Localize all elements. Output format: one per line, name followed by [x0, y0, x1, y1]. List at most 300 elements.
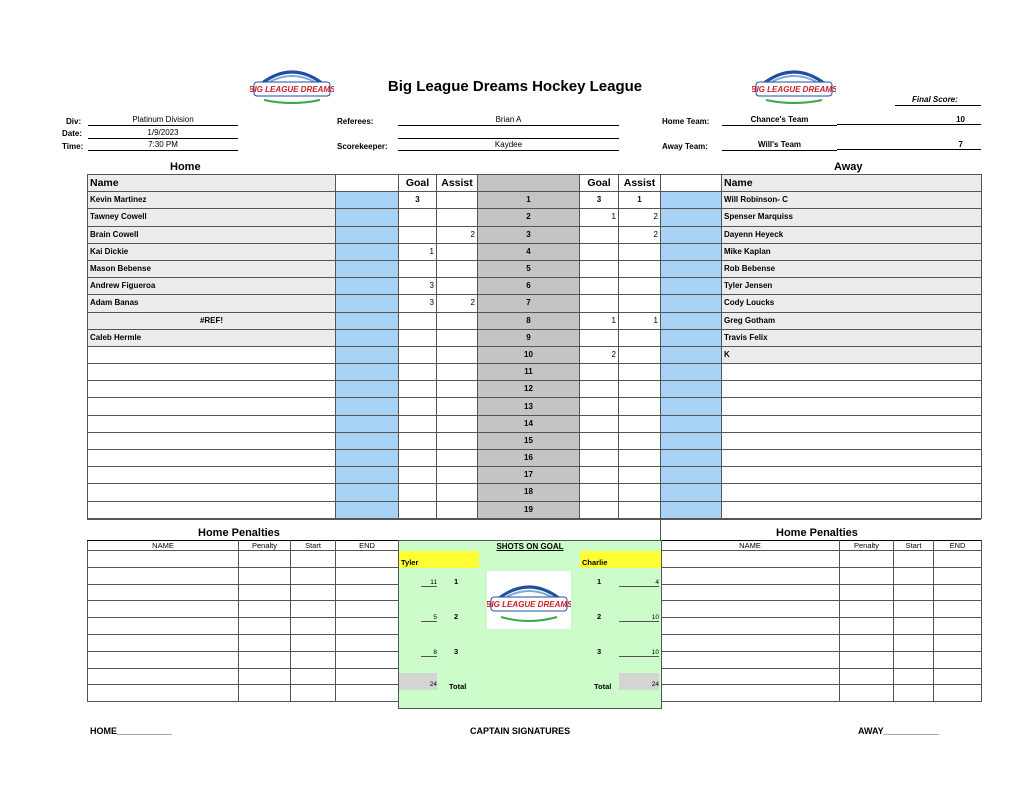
date-label: Date: — [62, 129, 83, 138]
left-penalty-row — [88, 601, 399, 618]
away-shots-p3: 10 — [619, 649, 659, 657]
final-score-label: Final Score: — [912, 95, 958, 104]
home-player-name — [88, 398, 336, 415]
left-penalty-row — [88, 618, 399, 635]
row-number: 5 — [478, 260, 580, 277]
roster-row — [88, 243, 982, 260]
roster-row — [88, 329, 982, 346]
left-penalty-cell — [291, 551, 336, 568]
row-number: 10 — [478, 346, 580, 363]
right-penalty-cell — [934, 651, 982, 668]
home-goal-cell — [399, 312, 437, 329]
right-penalty-row — [661, 685, 982, 702]
home-goal-cell: 3 — [399, 295, 437, 312]
away-goal-cell — [580, 415, 619, 432]
referees-value: Brian A — [398, 115, 619, 126]
right-penalty-cell — [840, 551, 894, 568]
div-label: Div: — [66, 117, 82, 126]
away-goal-cell — [580, 364, 619, 381]
away-player-name — [722, 450, 982, 467]
away-number-cell — [661, 501, 722, 518]
right-penalty-cell — [894, 567, 934, 584]
left-penalty-cell — [336, 551, 399, 568]
home-goal-cell: 3 — [399, 278, 437, 295]
left-penalty-col-header: END — [336, 541, 399, 551]
right-penalty-row — [661, 618, 982, 635]
roster-row — [88, 450, 982, 467]
home-goal-header: Goal — [399, 175, 437, 192]
right-penalty-cell — [661, 551, 840, 568]
left-penalty-cell — [88, 618, 239, 635]
away-number-cell — [661, 260, 722, 277]
away-player-name — [722, 364, 982, 381]
home-number-cell — [336, 484, 399, 501]
home-assist-header: Assist — [437, 175, 478, 192]
away-assist-cell — [619, 432, 661, 449]
left-penalty-cell — [88, 651, 239, 668]
away-goal-cell — [580, 278, 619, 295]
away-assist-cell — [619, 398, 661, 415]
left-penalty-cell — [291, 668, 336, 685]
right-penalty-cell — [840, 651, 894, 668]
penalty-table-right — [660, 540, 982, 702]
right-penalty-row — [661, 584, 982, 601]
home-goal-cell — [399, 432, 437, 449]
home-assist-cell — [437, 346, 478, 363]
home-number-cell — [336, 260, 399, 277]
roster-row — [88, 364, 982, 381]
right-penalty-row — [661, 551, 982, 568]
home-penalties-heading-left: Home Penalties — [198, 527, 280, 539]
row-number: 3 — [478, 226, 580, 243]
penalty-table-left — [87, 540, 399, 702]
home-goal-cell — [399, 346, 437, 363]
home-player-name: Kevin Martinez — [88, 192, 336, 209]
scorekeeper-label: Scorekeeper: — [337, 142, 388, 151]
league-logo-right — [752, 62, 836, 106]
away-name-header: Name — [722, 175, 982, 192]
away-player-name: Tyler Jensen — [722, 278, 982, 295]
home-assist-cell — [437, 260, 478, 277]
row-number: 1 — [478, 192, 580, 209]
away-player-name — [722, 484, 982, 501]
away-number-cell — [661, 364, 722, 381]
home-number-cell — [336, 415, 399, 432]
left-penalty-cell — [239, 685, 291, 702]
home-assist-cell: 2 — [437, 226, 478, 243]
away-number-cell — [661, 346, 722, 363]
row-number: 18 — [478, 484, 580, 501]
svg-text:BIG LEAGUE DREAMS: BIG LEAGUE DREAMS — [752, 85, 836, 94]
away-number-cell — [661, 467, 722, 484]
right-penalty-cell — [661, 634, 840, 651]
home-goal-cell: 3 — [399, 192, 437, 209]
home-heading: Home — [170, 161, 201, 173]
away-goal-cell — [580, 329, 619, 346]
roster-row — [88, 432, 982, 449]
right-penalty-cell — [840, 618, 894, 635]
right-penalty-cell — [894, 651, 934, 668]
date-value: 1/9/2023 — [88, 128, 238, 139]
away-blank-header — [661, 175, 722, 192]
left-penalty-cell — [336, 668, 399, 685]
away-goal-cell — [580, 467, 619, 484]
period-1-label-away: 1 — [597, 577, 602, 586]
right-penalty-cell — [661, 584, 840, 601]
left-penalty-cell — [291, 634, 336, 651]
left-penalty-cell — [239, 634, 291, 651]
home-assist-cell — [437, 329, 478, 346]
home-number-cell — [336, 450, 399, 467]
left-penalty-cell — [239, 567, 291, 584]
away-goal-cell: 3 — [580, 192, 619, 209]
home-goal-cell — [399, 415, 437, 432]
away-number-cell — [661, 398, 722, 415]
away-team-value: Will's Team — [722, 140, 837, 151]
home-number-cell — [336, 381, 399, 398]
row-number: 14 — [478, 415, 580, 432]
home-goal-cell — [399, 501, 437, 518]
period-3-label-away: 3 — [597, 647, 602, 656]
right-penalty-cell — [894, 601, 934, 618]
away-goal-cell — [580, 226, 619, 243]
number-header — [478, 175, 580, 192]
left-penalty-cell — [291, 567, 336, 584]
home-player-name: Caleb Hermle — [88, 329, 336, 346]
away-number-cell — [661, 192, 722, 209]
away-player-name — [722, 381, 982, 398]
home-number-cell — [336, 209, 399, 226]
right-penalty-col-header: Start — [894, 541, 934, 551]
home-number-cell — [336, 364, 399, 381]
home-assist-cell — [437, 415, 478, 432]
home-player-name: Andrew Figueroa — [88, 278, 336, 295]
left-penalty-cell — [336, 584, 399, 601]
home-player-name — [88, 415, 336, 432]
away-player-name: Spenser Marquiss — [722, 209, 982, 226]
left-penalty-cell — [336, 685, 399, 702]
shots-logo-text: BIG LEAGUE DREAMS — [487, 600, 571, 609]
home-assist-cell — [437, 192, 478, 209]
roster-row — [88, 295, 982, 312]
home-goal-cell — [399, 381, 437, 398]
period-3-label-home: 3 — [454, 647, 459, 656]
right-penalty-cell — [661, 618, 840, 635]
away-player-name: Greg Gotham — [722, 312, 982, 329]
roster-row — [88, 209, 982, 226]
league-logo-left — [250, 62, 334, 106]
left-penalty-cell — [88, 551, 239, 568]
right-penalty-row — [661, 651, 982, 668]
away-player-name — [722, 398, 982, 415]
roster-table — [87, 174, 982, 519]
right-penalty-cell — [840, 668, 894, 685]
away-goal-cell: 2 — [580, 346, 619, 363]
home-shots-p2: 5 — [421, 614, 437, 622]
left-penalty-cell — [336, 651, 399, 668]
away-number-cell — [661, 329, 722, 346]
away-assist-cell — [619, 467, 661, 484]
row-number: 7 — [478, 295, 580, 312]
away-assist-cell — [619, 484, 661, 501]
home-assist-cell — [437, 278, 478, 295]
right-penalty-cell — [894, 634, 934, 651]
left-penalty-cell — [291, 584, 336, 601]
left-penalty-cell — [291, 685, 336, 702]
right-penalty-col-header: NAME — [661, 541, 840, 551]
away-goalie-name: Charlie — [580, 551, 661, 568]
time-value: 7:30 PM — [88, 140, 238, 151]
left-penalty-cell — [88, 634, 239, 651]
home-assist-cell — [437, 450, 478, 467]
left-penalty-cell — [239, 551, 291, 568]
home-player-name — [88, 432, 336, 449]
svg-text:BIG LEAGUE DREAMS: BIG LEAGUE DREAMS — [250, 85, 334, 94]
home-player-name: Brain Cowell — [88, 226, 336, 243]
home-blank-header — [336, 175, 399, 192]
home-goal-cell — [399, 398, 437, 415]
home-score-value: 10 — [837, 115, 981, 125]
roster-row — [88, 501, 982, 518]
away-number-cell — [661, 312, 722, 329]
away-assist-cell — [619, 381, 661, 398]
away-assist-cell — [619, 364, 661, 381]
home-goalie-name: Tyler — [399, 551, 479, 568]
home-number-cell — [336, 295, 399, 312]
home-penalties-heading-right: Home Penalties — [776, 527, 858, 539]
home-player-name: #REF! — [88, 312, 336, 329]
time-label: Time: — [62, 142, 84, 151]
division-value: Platinum Division — [88, 115, 238, 126]
shots-heading: SHOTS ON GOAL — [496, 542, 564, 551]
right-penalty-cell — [934, 685, 982, 702]
away-assist-cell: 1 — [619, 312, 661, 329]
home-number-cell — [336, 432, 399, 449]
right-penalty-cell — [840, 634, 894, 651]
away-team-label: Away Team: — [662, 142, 708, 151]
home-assist-cell — [437, 484, 478, 501]
roster-row — [88, 467, 982, 484]
right-penalty-cell — [934, 567, 982, 584]
row-number: 4 — [478, 243, 580, 260]
page-title: Big League Dreams Hockey League — [387, 78, 643, 95]
home-player-name: Adam Banas — [88, 295, 336, 312]
away-assist-cell — [619, 415, 661, 432]
right-penalty-cell — [894, 618, 934, 635]
row-number: 17 — [478, 467, 580, 484]
home-goal-cell — [399, 467, 437, 484]
period-1-label-home: 1 — [454, 577, 459, 586]
home-shots-p1: 11 — [421, 579, 437, 587]
left-penalty-cell — [336, 634, 399, 651]
home-name-header: Name — [88, 175, 336, 192]
left-penalty-col-header: Penalty — [239, 541, 291, 551]
penalty-divider — [87, 519, 981, 520]
roster-row — [88, 484, 982, 501]
away-assist-cell — [619, 450, 661, 467]
home-assist-cell: 2 — [437, 295, 478, 312]
referees-label: Referees: — [337, 117, 374, 126]
away-captain-signature: AWAY___________ — [858, 726, 939, 736]
home-team-value: Chance's Team — [722, 115, 837, 126]
away-number-cell — [661, 295, 722, 312]
home-number-cell — [336, 278, 399, 295]
home-number-cell — [336, 501, 399, 518]
home-assist-cell — [437, 467, 478, 484]
left-penalty-cell — [88, 567, 239, 584]
left-penalty-row — [88, 567, 399, 584]
roster-row — [88, 192, 982, 209]
roster-row — [88, 260, 982, 277]
right-penalty-cell — [840, 567, 894, 584]
home-assist-cell — [437, 243, 478, 260]
away-player-name: Will Robinson- C — [722, 192, 982, 209]
away-assist-cell — [619, 278, 661, 295]
penalty-header-row — [88, 541, 399, 551]
away-number-cell — [661, 450, 722, 467]
left-penalty-cell — [88, 668, 239, 685]
home-player-name — [88, 467, 336, 484]
row-number: 6 — [478, 278, 580, 295]
home-shots-p3: 8 — [421, 649, 437, 657]
home-goal-cell — [399, 226, 437, 243]
row-number: 9 — [478, 329, 580, 346]
away-number-cell — [661, 278, 722, 295]
roster-row — [88, 381, 982, 398]
roster-header-row — [88, 175, 982, 192]
roster-row — [88, 398, 982, 415]
away-goal-cell — [580, 450, 619, 467]
away-assist-cell — [619, 295, 661, 312]
roster-row — [88, 278, 982, 295]
right-penalty-cell — [661, 651, 840, 668]
home-goal-cell — [399, 364, 437, 381]
referees-line-2 — [398, 138, 619, 139]
home-player-name: Kai Dickie — [88, 243, 336, 260]
left-penalty-col-header: Start — [291, 541, 336, 551]
away-assist-cell — [619, 501, 661, 518]
penalty-mid-divider — [660, 519, 661, 540]
right-penalty-row — [661, 601, 982, 618]
right-penalty-cell — [934, 584, 982, 601]
away-player-name: K — [722, 346, 982, 363]
shots-on-goal-panel — [398, 540, 662, 709]
away-assist-cell: 2 — [619, 226, 661, 243]
left-penalty-row — [88, 651, 399, 668]
away-assist-cell: 2 — [619, 209, 661, 226]
home-total-label: Total — [449, 682, 467, 691]
right-penalty-cell — [894, 584, 934, 601]
away-assist-cell — [619, 243, 661, 260]
left-penalty-row — [88, 584, 399, 601]
right-penalty-cell — [661, 567, 840, 584]
scorekeeper-value: Kaydee — [398, 140, 619, 151]
roster-row — [88, 415, 982, 432]
row-number: 19 — [478, 501, 580, 518]
away-shots-p2: 10 — [619, 614, 659, 622]
home-number-cell — [336, 243, 399, 260]
roster-row — [88, 312, 982, 329]
away-number-cell — [661, 243, 722, 260]
away-number-cell — [661, 226, 722, 243]
left-penalty-col-header: NAME — [88, 541, 239, 551]
left-penalty-cell — [239, 601, 291, 618]
away-goal-cell: 1 — [580, 312, 619, 329]
right-penalty-cell — [934, 618, 982, 635]
away-goal-cell — [580, 501, 619, 518]
home-player-name — [88, 364, 336, 381]
home-shots-total: 24 — [399, 673, 437, 690]
away-goal-cell — [580, 381, 619, 398]
right-penalty-col-header: END — [934, 541, 982, 551]
right-penalty-cell — [934, 601, 982, 618]
row-number: 13 — [478, 398, 580, 415]
away-goal-cell — [580, 484, 619, 501]
home-number-cell — [336, 312, 399, 329]
away-assist-cell — [619, 329, 661, 346]
away-number-cell — [661, 209, 722, 226]
home-goal-cell: 1 — [399, 243, 437, 260]
right-penalty-row — [661, 567, 982, 584]
shots-logo — [487, 571, 571, 629]
left-penalty-cell — [88, 685, 239, 702]
away-player-name — [722, 432, 982, 449]
left-penalty-cell — [336, 567, 399, 584]
left-penalty-cell — [291, 601, 336, 618]
home-goal-cell — [399, 209, 437, 226]
home-goal-cell — [399, 450, 437, 467]
away-player-name — [722, 415, 982, 432]
away-goal-cell — [580, 398, 619, 415]
right-penalty-cell — [840, 685, 894, 702]
home-number-cell — [336, 346, 399, 363]
final-score-line — [895, 105, 981, 106]
home-player-name: Tawney Cowell — [88, 209, 336, 226]
left-penalty-cell — [239, 668, 291, 685]
away-shots-p1: 4 — [619, 579, 659, 587]
left-penalty-cell — [239, 618, 291, 635]
right-penalty-cell — [840, 601, 894, 618]
away-total-label: Total — [594, 682, 612, 691]
home-goal-cell — [399, 329, 437, 346]
away-goal-cell: 1 — [580, 209, 619, 226]
away-player-name: Rob Bebense — [722, 260, 982, 277]
left-penalty-cell — [88, 584, 239, 601]
roster-row — [88, 226, 982, 243]
home-number-cell — [336, 226, 399, 243]
right-penalty-cell — [894, 551, 934, 568]
away-player-name: Cody Loucks — [722, 295, 982, 312]
right-penalty-cell — [894, 685, 934, 702]
row-number: 11 — [478, 364, 580, 381]
away-number-cell — [661, 484, 722, 501]
home-player-name — [88, 484, 336, 501]
away-assist-cell — [619, 260, 661, 277]
right-penalty-cell — [934, 668, 982, 685]
home-team-label: Home Team: — [662, 117, 710, 126]
home-number-cell — [336, 329, 399, 346]
home-assist-cell — [437, 398, 478, 415]
home-assist-cell — [437, 381, 478, 398]
period-2-label-home: 2 — [454, 612, 459, 621]
row-number: 2 — [478, 209, 580, 226]
away-shots-total: 24 — [619, 673, 659, 690]
left-penalty-cell — [336, 618, 399, 635]
away-player-name: Mike Kaplan — [722, 243, 982, 260]
left-penalty-cell — [291, 618, 336, 635]
row-number: 8 — [478, 312, 580, 329]
home-assist-cell — [437, 209, 478, 226]
